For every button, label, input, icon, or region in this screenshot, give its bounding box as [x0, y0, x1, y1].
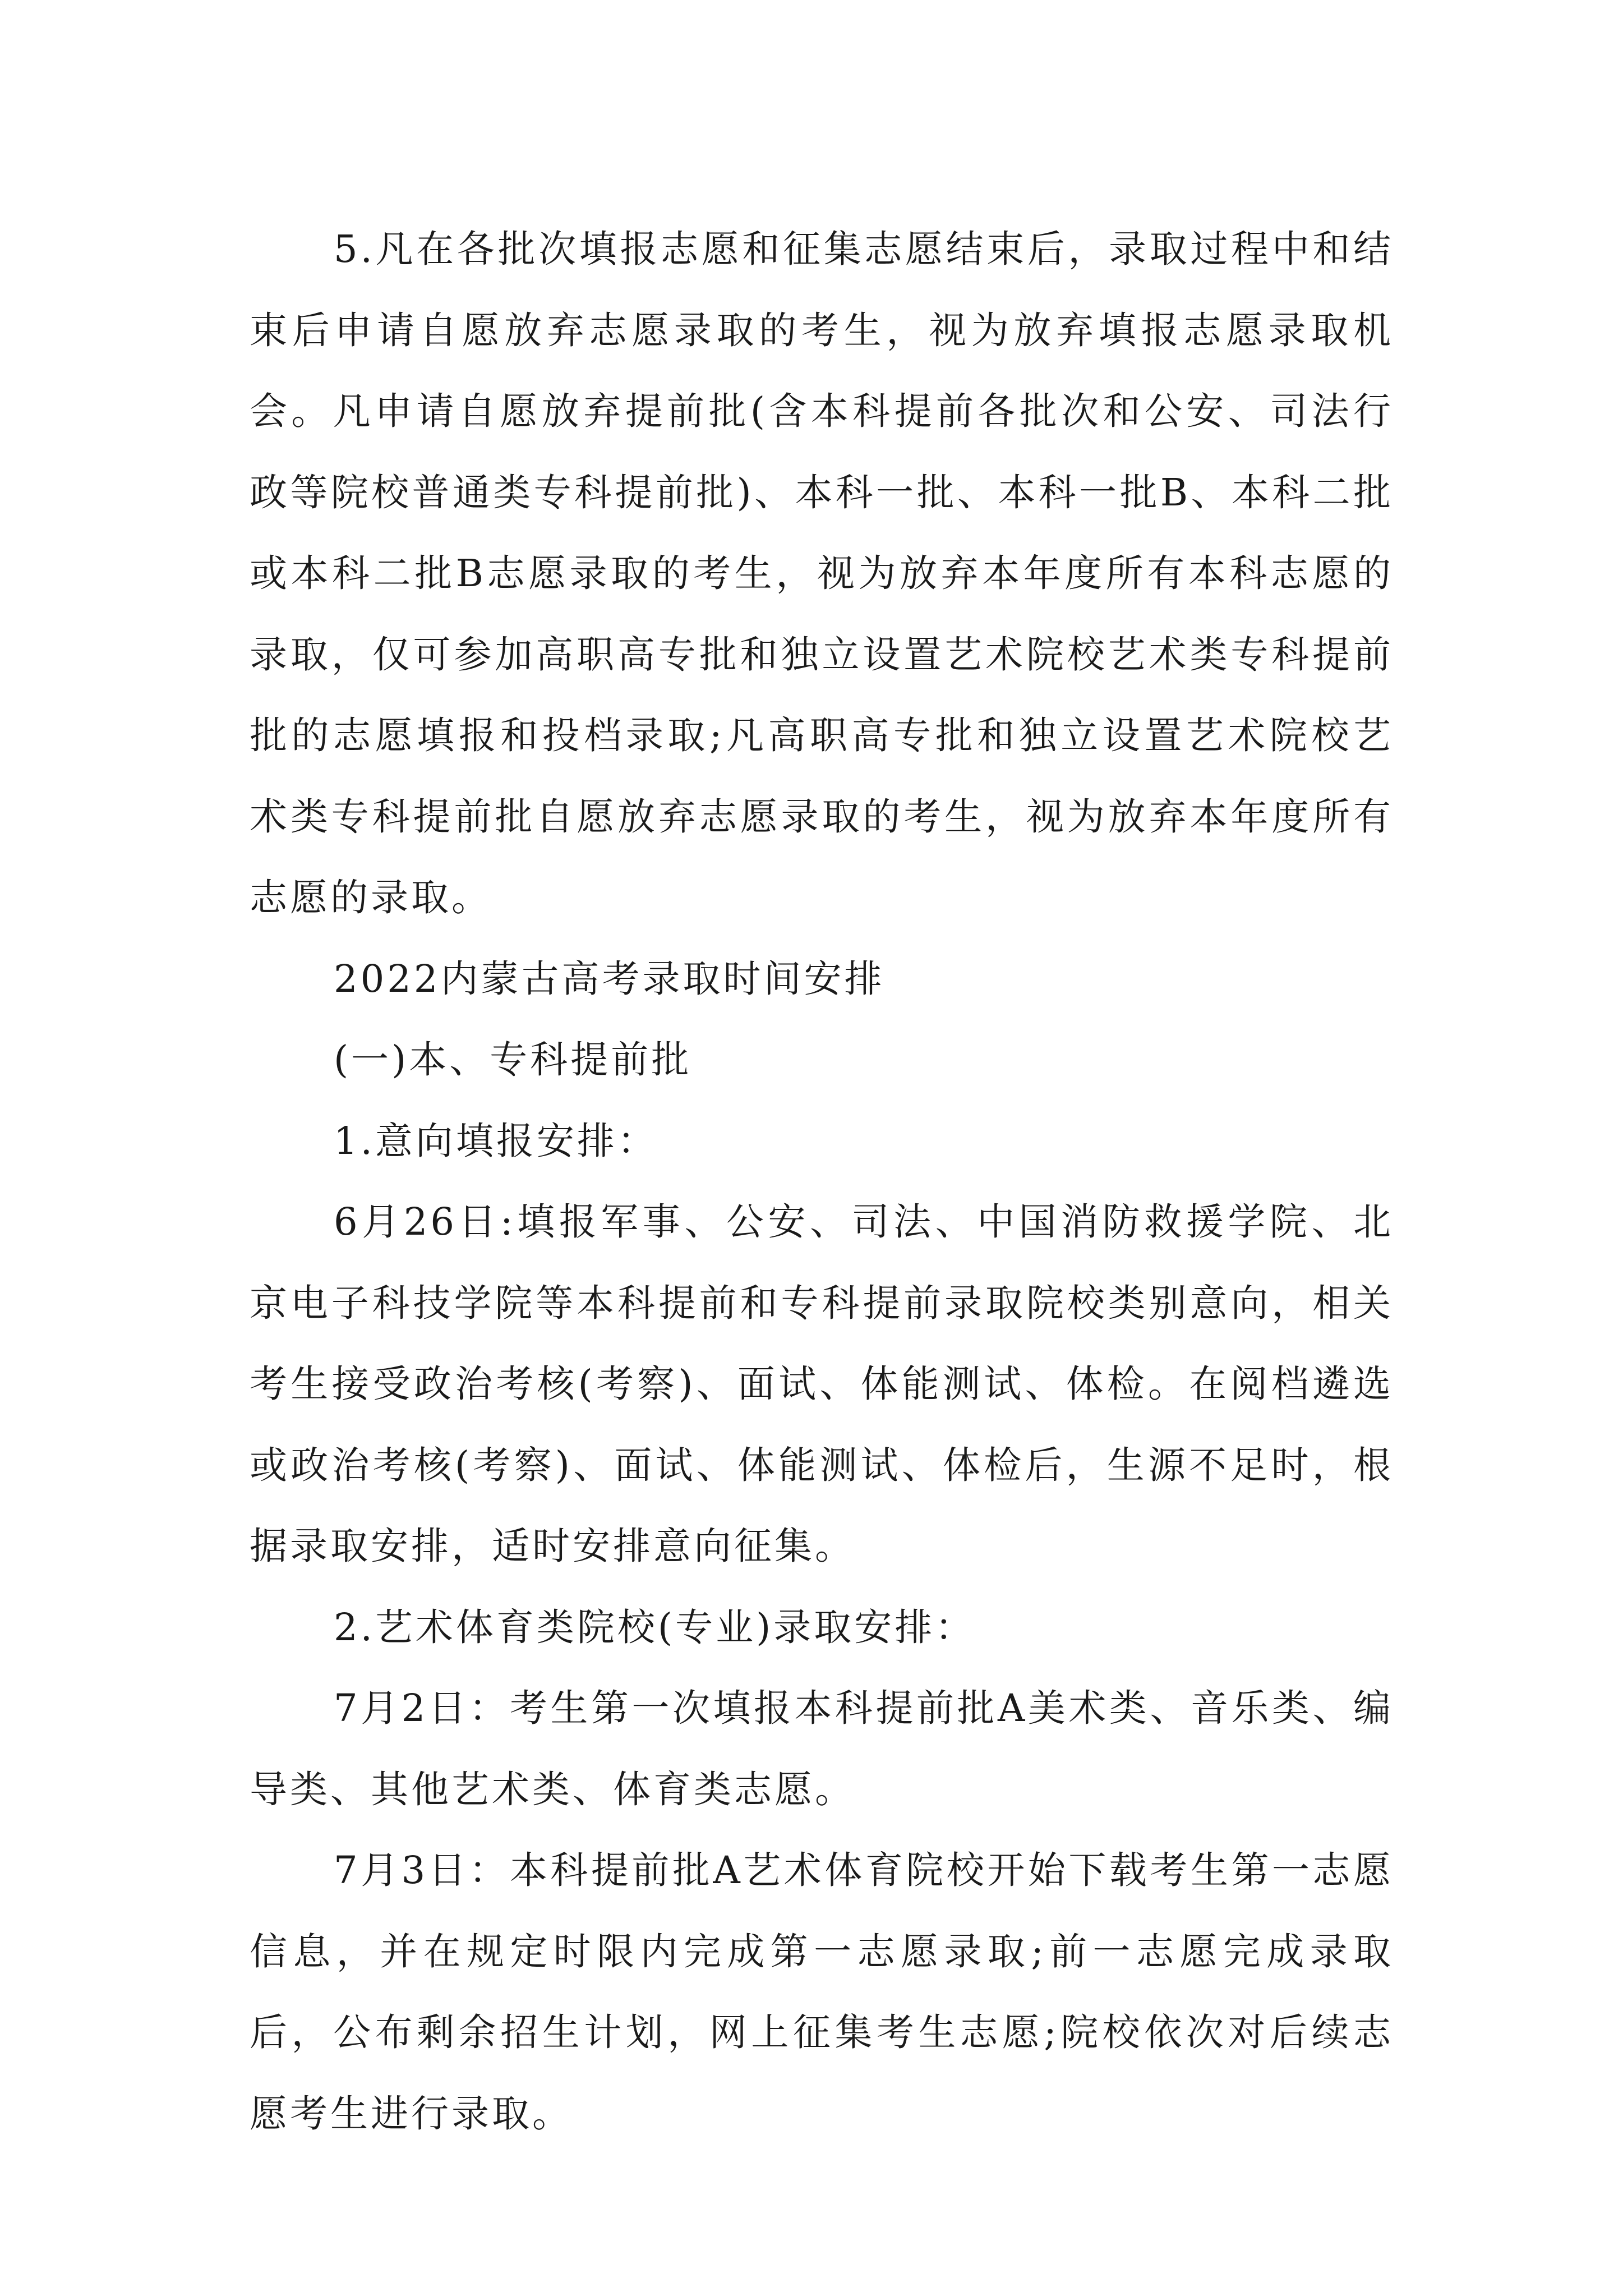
paragraph-july-3: 7月3日：本科提前批A艺术体育院校开始下载考生第一志愿信息，并在规定时限内完成第一志愿录取;前一志愿完成录取后，公布剩余招生计划，网上征集考生志愿;院校依次对后续志愿考生进行录取。	[250, 1848, 1394, 2136]
schedule-title: 2022内蒙古高考录取时间安排	[334, 956, 885, 1001]
subheading-intention-filling: 1.意向填报安排：	[334, 1119, 658, 1163]
paragraph-july-2: 7月2日：考生第一次填报本科提前批A美术类、音乐类、编导类、其他艺术类、体育类志愿。	[250, 1686, 1394, 1811]
section-heading-early-batch: (一)本、专科提前批	[334, 1038, 692, 1082]
paragraph-june-26: 6月26日:填报军事、公安、司法、中国消防救援学院、北京电子科技学院等本科提前和专科提前录取院校类别意向，相关考生接受政治考核(考察)、面试、体能测试、体检。在阅档遴选或政治考核(考察)、面试、体能测试、体检后，生源不足时，根据录取安排，适时安排意向征集。	[250, 1200, 1394, 1568]
document-body	[250, 209, 1394, 2154]
paragraph-abandon-admission: 5.凡在各批次填报志愿和征集志愿结束后，录取过程中和结束后申请自愿放弃志愿录取的考生，视为放弃填报志愿录取机会。凡申请自愿放弃提前批(含本科提前各批次和公安、司法行政等院校普通类专科提前批)、本科一批、本科一批B、本科二批或本科二批B志愿录取的考生，视为放弃本年度所有本科志愿的录取，仅可参加高职高专批和独立设置艺术院校艺术类专科提前批的志愿填报和投档录取;凡高职高专批和独立设置艺术院校艺术类专科提前批自愿放弃志愿录取的考生，视为放弃本年度所有志愿的录取。	[250, 227, 1394, 919]
subheading-art-sports: 2.艺术体育类院校(专业)录取安排：	[334, 1605, 976, 1649]
